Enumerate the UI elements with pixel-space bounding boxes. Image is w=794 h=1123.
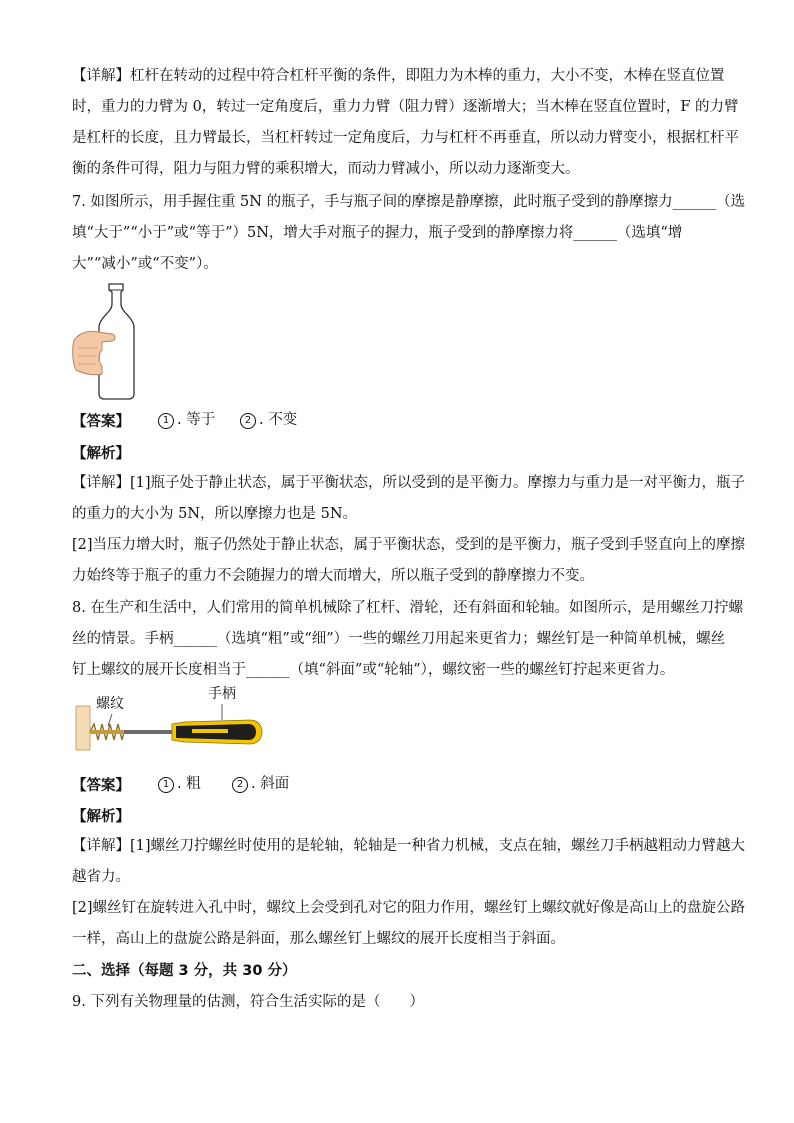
q6-detail-line-3: 是杠杆的长度，且力臂最长，当杠杆转过一定角度后，力与杠杆不再垂直，所以动力臂变小，根据杠杆平: [72, 130, 739, 146]
q7-detail-line-1: 【详解】[1]瓶子处于静止状态，属于平衡状态，所以受到的是平衡力。摩擦力与重力是一对平衡力，瓶子: [72, 475, 746, 491]
q8-detail-line-3: [2]螺丝钉在旋转进入孔中时，螺纹上会受到孔对它的阻力作用，螺丝钉上螺纹就好像是高山上的盘旋公路: [72, 900, 746, 916]
q8-answer-1: [158, 774, 201, 794]
screwdriver-figure: [72, 688, 272, 758]
q6-detail-line-4: 衡的条件可得，阻力与阻力臂的乘积增大，而动力臂减小，所以动力逐渐变大。: [72, 161, 580, 177]
q8-stem-line-1: 8. 在生产和生活中，人们常用的简单机械除了杠杆、滑轮，还有斜面和轮轴。如图所示，是用螺丝刀拧螺: [72, 600, 743, 616]
q7-stem-line-2: 填“大于”“小于”或“等于”）5N，增大手对瓶子的握力，瓶子受到的静摩擦力将______（选填“增: [72, 225, 683, 241]
q8-detail-line-1: 【详解】[1]螺丝刀拧螺丝时使用的是轮轴，轮轴是一种省力机械，支点在轴，螺丝刀手柄越粗动力臂越大: [72, 838, 746, 854]
q7-answer-2: [240, 410, 297, 430]
q7-detail-line-4: 力始终等于瓶子的重力不会随握力的增大而增大，所以瓶子受到的静摩擦力不变。: [72, 568, 594, 584]
q8-answer-2: [232, 774, 289, 794]
bottle-in-hand-figure: [72, 282, 152, 400]
thread-label: 螺纹: [96, 696, 124, 712]
q8-answer-2-text: . 斜面: [251, 776, 290, 792]
q7-analysis-label: 【解析】: [72, 445, 130, 462]
circle-number: 1: [158, 777, 174, 793]
q9-stem: 9. 下列有关物理量的估测，符合生活实际的是（ ）: [72, 994, 424, 1010]
q8-stem-line-3: 钉上螺纹的展开长度相当于______（填“斜面”或“轮轴”），螺纹密一些的螺丝钉拧起来更省力。: [72, 662, 675, 678]
handle-label: 手柄: [208, 686, 236, 702]
circle-number: 2: [232, 777, 248, 793]
q7-stem-line-1: 7. 如图所示，用手握住重 5N 的瓶子，手与瓶子间的摩擦是静摩擦，此时瓶子受到的静摩擦力______（选: [72, 194, 746, 210]
q8-analysis-label: 【解析】: [72, 808, 130, 825]
q7-answer-1-text: . 等于: [177, 412, 216, 428]
q7-detail-line-3: [2]当压力增大时，瓶子仍然处于静止状态，属于平衡状态，受到的是平衡力，瓶子受到手竖直向上的摩擦: [72, 537, 746, 553]
q7-stem-line-3: 大”“减小”或“不变”）。: [72, 256, 218, 272]
circle-number: 1: [158, 413, 174, 429]
q6-detail-line-1: 【详解】杠杆在转动的过程中符合杠杆平衡的条件，即阻力为木棒的重力，大小不变，木棒在竖直位置: [72, 68, 725, 84]
q7-answer-label: 【答案】: [72, 413, 130, 430]
q7-answer-2-text: . 不变: [259, 412, 298, 428]
q7-detail-line-2: 的重力的大小为 5N，所以摩擦力也是 5N。: [72, 506, 358, 522]
section-title: 二、选择（每题 3 分，共 30 分）: [72, 963, 297, 979]
q8-answer-label: 【答案】: [72, 777, 130, 794]
q7-answer-1: [158, 410, 215, 430]
q6-detail-line-2: 时，重力的力臂为 0，转过一定角度后，重力力臂（阻力臂）逐渐增大；当木棒在竖直位置时，F 的力臂: [72, 99, 739, 115]
circle-number: 2: [240, 413, 256, 429]
q8-stem-line-2: 丝的情景。手柄______（选填“粗”或“细”）一些的螺丝刀用起来更省力；螺丝钉是一种简单机械，螺丝: [72, 631, 726, 647]
q8-detail-line-2: 越省力。: [72, 869, 130, 885]
q8-detail-line-4: 一样，高山上的盘旋公路是斜面，那么螺丝钉上螺纹的展开长度相当于斜面。: [72, 931, 565, 947]
q8-answer-1-text: . 粗: [177, 776, 201, 792]
